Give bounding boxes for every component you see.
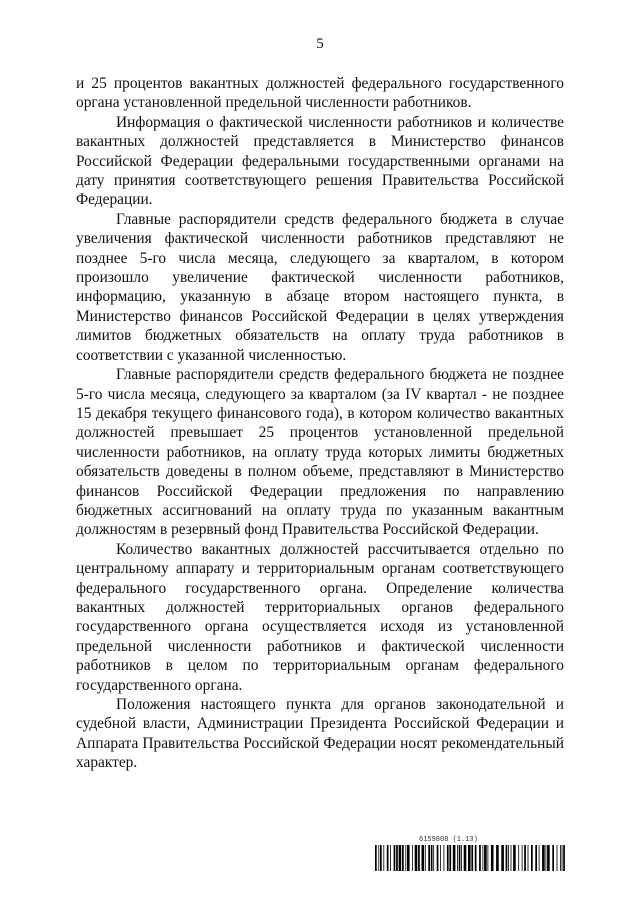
paragraph-vacancy-excess: Главные распорядители средств федерального бюджета не позднее 5-го числа месяца, следующего за кварталом (за IV квартал - не позднее 15 декабря текущего финансового года), в котором количество вакантных должностей превышает 25 процентов установленной предельной численности работников, на оплату труда которых лимиты бюджетных обязательств доведены в полном объеме, представляют в Министерство финансов Российской Федерации предложения по направлению бюджетных ассигнований на оплату труда по указанным вакантным должностям в резервный фонд Правительства Российской Федерации. [76, 366, 564, 539]
paragraph-info-submission: Информация о фактической численности работников и количестве вакантных должностей представляется в Министерство финансов Российской Федерации федеральными государственными органами на дату принятия соответствующего решения Правительства Российской Федерации. [76, 113, 564, 209]
paragraph-staff-increase: Главные распорядители средств федерального бюджета в случае увеличения фактической численности работников представляют не позднее 5-го числа месяца, следующего за кварталом, в котором произошло увеличение фактической численности работников, информацию, указанную в абзаце втором настоящего пункта, в Министерство финансов Российской Федерации в целях утверждения лимитов бюджетных обязательств на оплату труда работников в соответствии с указанной численностью. [76, 210, 564, 364]
barcode-code-text: 6159808 (1.13) [419, 836, 478, 844]
paragraph-continuation: и 25 процентов вакантных должностей федерального государственного органа установленной предельной численности работников. [76, 75, 564, 112]
page-number: 5 [316, 36, 324, 52]
document-barcode [375, 836, 565, 871]
paragraph-vacancy-calculation: Количество вакантных должностей рассчитывается отдельно по центральному аппарату и территориальным органам соответствующего федерального государственного органа. Определение количества вакантных должностей территориальных органов федерального государственного органа осуществляется исходя из установленной предельной численности работников и фактической численности работников в целом по территориальным органам федерального государственного органа. [76, 540, 564, 694]
paragraph-recommendation: Положения настоящего пункта для органов законодательной и судебной власти, Администрации Президента Российской Федерации и Аппарата Правительства Российской Федерации носят рекомендательный характер. [76, 696, 564, 772]
barcode-icon [375, 845, 565, 871]
document-body [76, 74, 564, 773]
